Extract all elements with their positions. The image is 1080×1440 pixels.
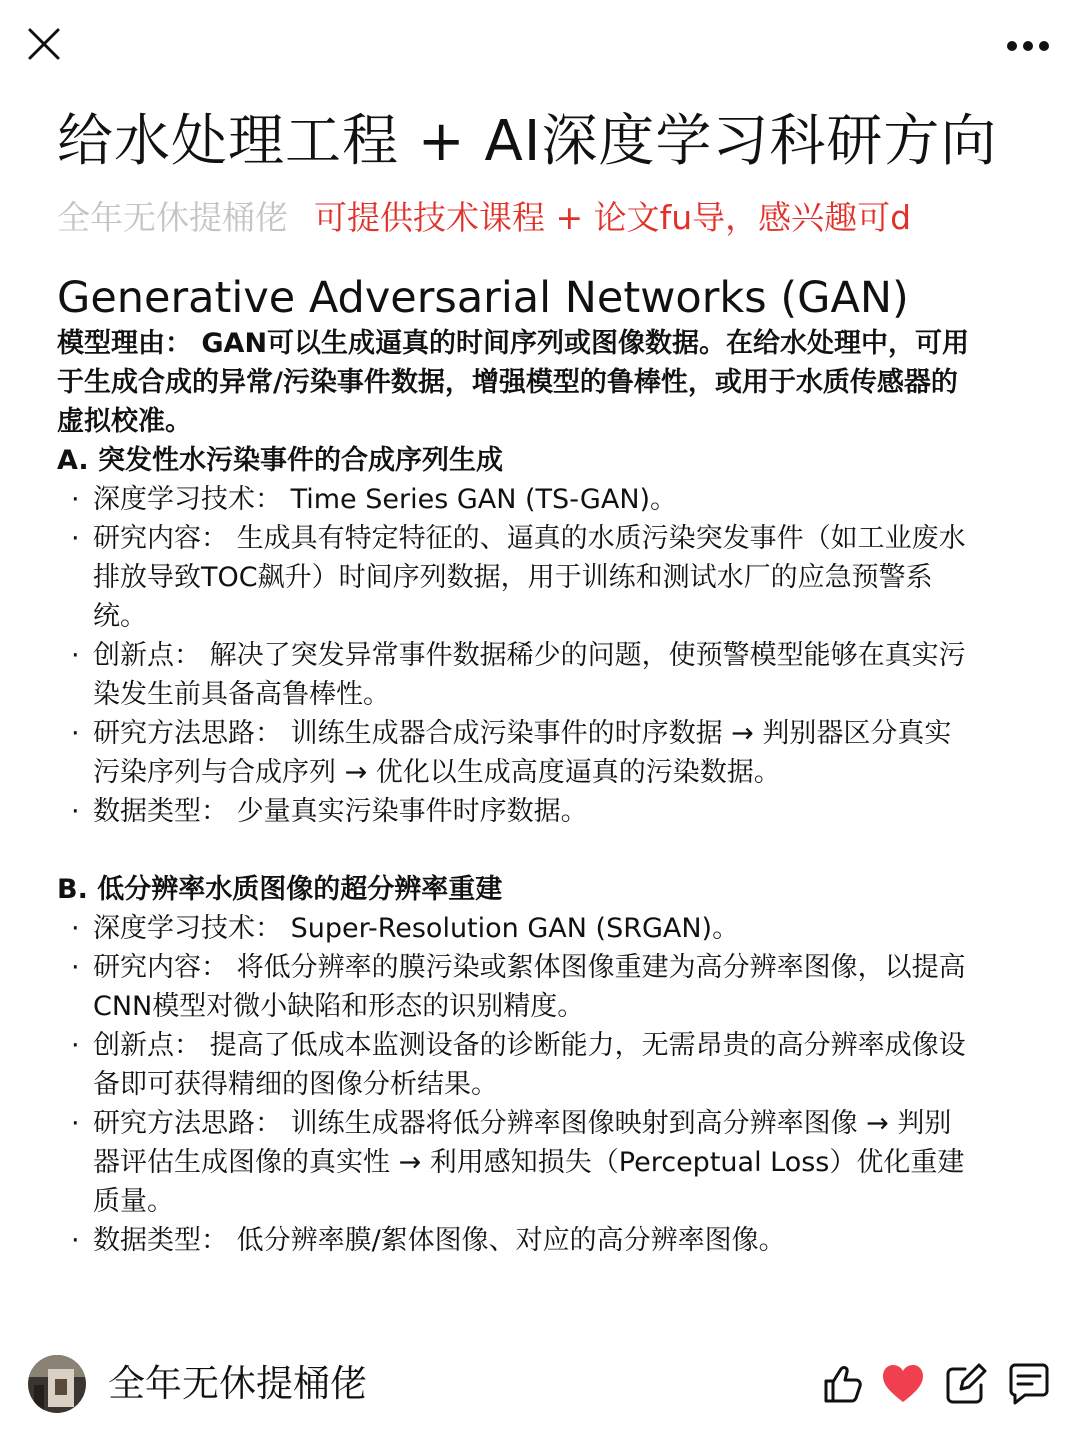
list-item: [57, 1221, 977, 1260]
author-name[interactable]: 全年无休提桶佬: [108, 1362, 367, 1405]
item-text: Time Series GAN (TS-GAN)。: [282, 484, 678, 515]
item-text: 解决了突发异常事件数据稀少的问题，使预警模型能够在真实污染发生前具备高鲁棒性。: [93, 640, 966, 710]
reason-text: GAN可以生成逼真的时间序列或图像数据。在给水处理中，可用于生成合成的异常/污染事件数据，增强模型的鲁棒性，或用于水质传感器的虚拟校准。: [57, 328, 970, 437]
item-text: 少量真实污染事件时序数据。: [228, 796, 588, 827]
list-item: [57, 792, 977, 831]
model-reason: [57, 324, 977, 441]
item-text: 低分辨率膜/絮体图像、对应的高分辨率图像。: [228, 1225, 786, 1256]
bullet-dot: ·: [71, 1108, 80, 1139]
item-label: 研究内容：: [93, 523, 228, 554]
bullet-dot: ·: [71, 523, 80, 554]
list-item: [57, 714, 977, 792]
more-icon[interactable]: [1004, 38, 1052, 54]
section-b-list: [57, 909, 977, 1260]
thumbs-up-icon[interactable]: [820, 1361, 866, 1407]
item-label: 研究内容：: [93, 952, 228, 983]
bullet-dot: ·: [71, 796, 80, 827]
item-text: 将低分辨率的膜污染或絮体图像重建为高分辨率图像，以提高CNN模型对微小缺陷和形态的识别精度。: [93, 952, 966, 1022]
bullet-dot: ·: [71, 484, 80, 515]
item-label: 深度学习技术：: [93, 913, 282, 944]
heart-icon[interactable]: [880, 1361, 926, 1407]
author-watermark: 全年无休提桶佬: [57, 198, 288, 237]
avatar[interactable]: [28, 1355, 86, 1413]
item-label: 创新点：: [93, 640, 201, 671]
list-item: [57, 909, 977, 948]
list-item: [57, 636, 977, 714]
list-item: [57, 480, 977, 519]
avatar-image: [28, 1355, 86, 1413]
item-label: 数据类型：: [93, 796, 228, 827]
item-text: Super-Resolution GAN (SRGAN)。: [282, 913, 740, 944]
section-title: Generative Adversarial Networks (GAN): [57, 273, 909, 323]
list-item: [57, 1026, 977, 1104]
comment-icon[interactable]: [1006, 1361, 1052, 1407]
bullet-dot: ·: [71, 1030, 80, 1061]
top-bar: [0, 0, 1080, 90]
bullet-dot: ·: [71, 952, 80, 983]
list-item: [57, 948, 977, 1026]
section-a-list: [57, 480, 977, 831]
close-icon[interactable]: [26, 26, 62, 62]
edit-icon[interactable]: [943, 1361, 989, 1407]
item-label: 研究方法思路：: [93, 1108, 282, 1139]
item-text: 训练生成器合成污染事件的时序数据 → 判别器区分真实污染序列与合成序列 → 优化以生成高度逼真的污染数据。: [93, 718, 952, 788]
section-b-heading: B. 低分辨率水质图像的超分辨率重建: [57, 874, 503, 905]
item-label: 数据类型：: [93, 1225, 228, 1256]
reason-label: 模型理由：: [57, 328, 192, 359]
post-content: [57, 106, 998, 1260]
bullet-dot: ·: [71, 913, 80, 944]
item-text: 训练生成器将低分辨率图像映射到高分辨率图像 → 判别器评估生成图像的真实性 → 利用感知损失（Perceptual Loss）优化重建质量。: [93, 1108, 965, 1217]
item-text: 提高了低成本监测设备的诊断能力，无需昂贵的高分辨率成像设备即可获得精细的图像分析结果。: [93, 1030, 966, 1100]
item-text: 生成具有特定特征的、逼真的水质污染突发事件（如工业废水排放导致TOC飙升）时间序列数据，用于训练和测试水厂的应急预警系统。: [93, 523, 966, 632]
item-label: 深度学习技术：: [93, 484, 282, 515]
spacer: [57, 831, 977, 870]
bullet-dot: ·: [71, 718, 80, 749]
footer-bar: [0, 1345, 1080, 1425]
item-label: 创新点：: [93, 1030, 201, 1061]
subtitle-line: [57, 196, 977, 240]
list-item: [57, 519, 977, 636]
item-label: 研究方法思路：: [93, 718, 282, 749]
section-a-heading: A. 突发性水污染事件的合成序列生成: [57, 445, 504, 476]
bullet-dot: ·: [71, 1225, 80, 1256]
list-item: [57, 1104, 977, 1221]
bullet-dot: ·: [71, 640, 80, 671]
promo-text: 可提供技术课程 + 论文fu导，感兴趣可d: [314, 198, 912, 237]
post-title: 给水处理工程 + AI深度学习科研方向: [57, 109, 998, 174]
